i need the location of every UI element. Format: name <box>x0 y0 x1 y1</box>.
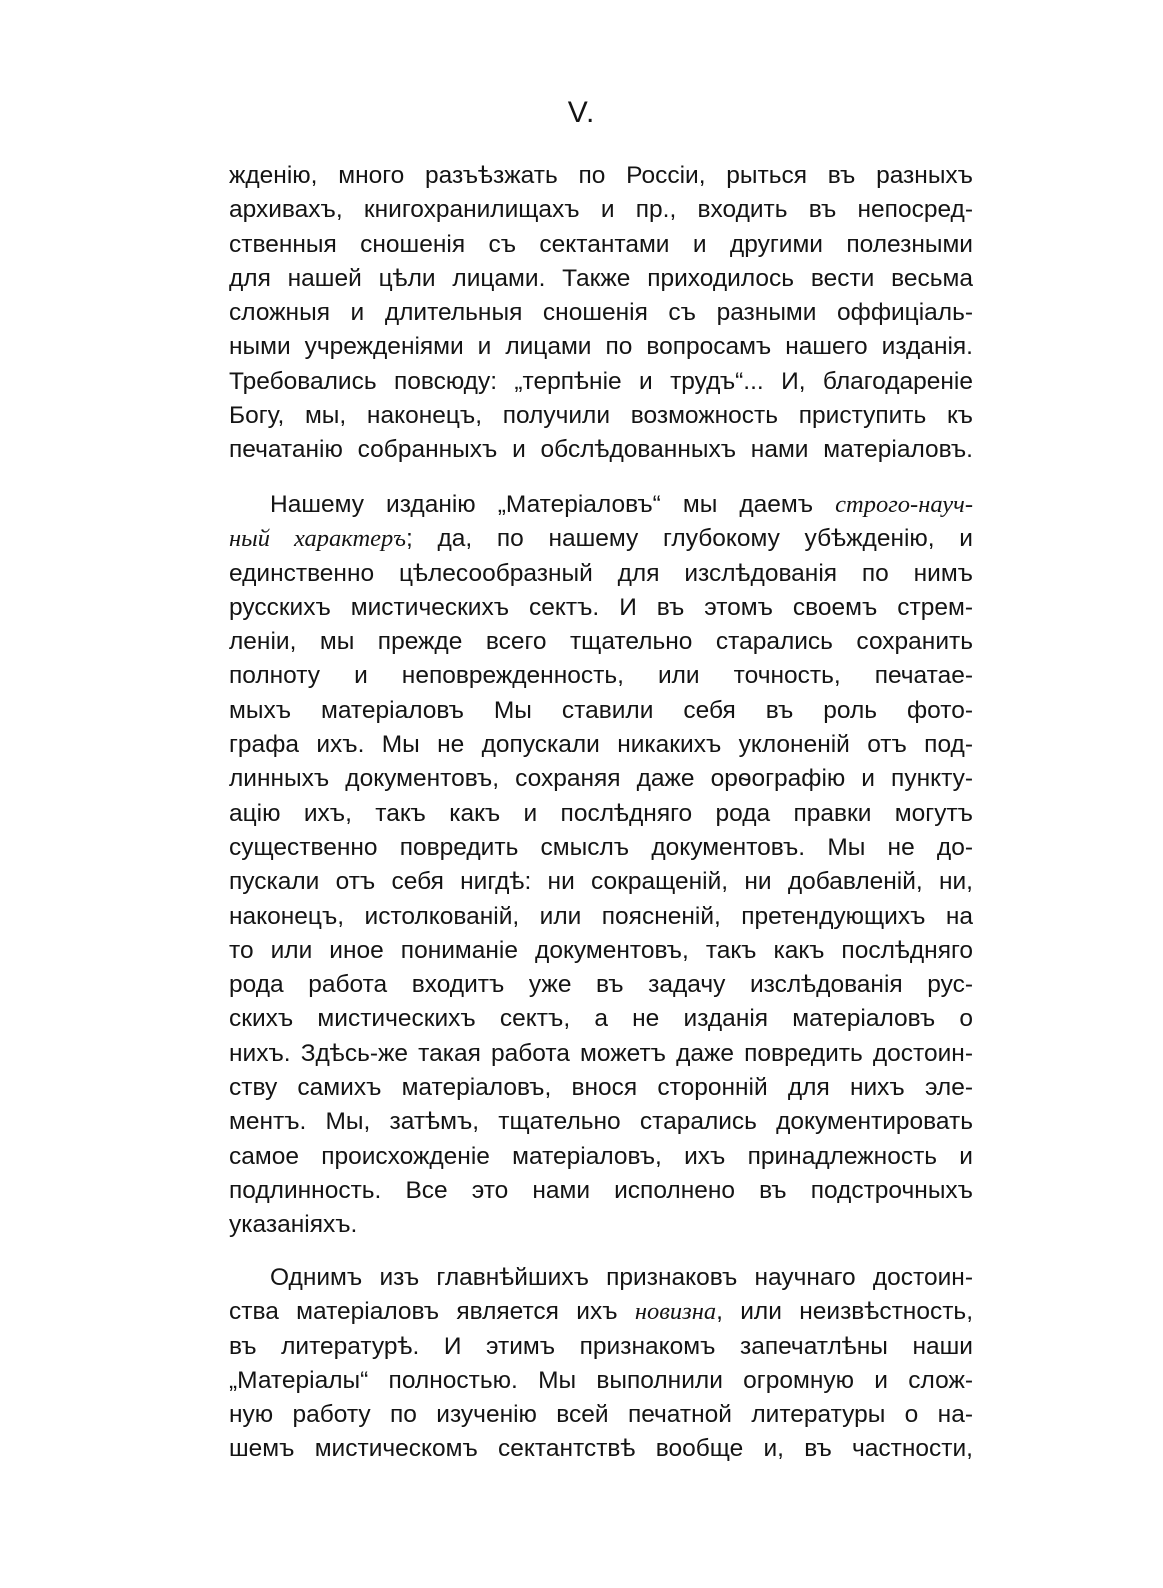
paragraph-2 <box>229 488 973 1243</box>
text-line: печатанію собранныхъ и обслѣдованныхъ нами матеріаловъ. <box>229 436 973 464</box>
text-line: наконецъ, истолкованій, или поясненій, претендующихъ на <box>229 902 973 930</box>
text-run: ства матеріаловъ является ихъ <box>229 1298 635 1326</box>
text-line: пускали отъ себя нигдѣ: ни сокращеній, ни добавленій, ни, <box>229 868 973 896</box>
text-line: для нашей цѣли лицами. Также приходилось вести весьма <box>229 264 973 292</box>
paragraph-1 <box>229 159 973 468</box>
text-line: скихъ мистическихъ сектъ, а не изданія матеріаловъ о <box>229 1005 973 1033</box>
text-line: шемъ мистическомъ сектантствѣ вообще и, въ частности, <box>229 1435 973 1463</box>
paragraph-3 <box>229 1261 973 1467</box>
text-line: въ литературѣ. И этимъ признакомъ запечатлѣны наши <box>229 1332 973 1360</box>
text-line: Богу, мы, наконецъ, получили возможность приступить къ <box>229 402 973 430</box>
text-line: единственно цѣлесообразный для изслѣдованія по нимъ <box>229 559 973 587</box>
text-line: жденію, много разъѣзжать по Россіи, рыться въ разныхъ <box>229 162 973 189</box>
text-line: ству самихъ матеріаловъ, внося сторонній для нихъ эле- <box>229 1074 973 1102</box>
text-line: русскихъ мистическихъ сектъ. И въ этомъ своемъ стрем- <box>229 593 973 621</box>
text-line: существенно повредить смыслъ документовъ. Мы не до- <box>229 833 973 861</box>
italic-emphasis: ный характеръ <box>229 525 406 553</box>
text-run: ; да, по нашему глубокому убѣжденію, и <box>405 525 973 553</box>
italic-emphasis: новизна <box>634 1298 717 1326</box>
text-run: Нашему изданію „Матеріаловъ“ мы даемъ <box>270 491 836 518</box>
text-line: нихъ. Здѣсь-же такая работа можетъ даже повредить достоин- <box>229 1039 973 1067</box>
text-line: ными учрежденіями и лицами по вопросамъ нашего изданія. <box>229 333 973 361</box>
text-line: сложныя и длительныя сношенія съ разными оффиціаль- <box>229 299 973 327</box>
text-line <box>229 1295 973 1329</box>
text-line: линныхъ документовъ, сохраняя даже орѳографію и пункту- <box>229 765 973 793</box>
page-number: V. <box>567 96 596 129</box>
text-line: рода работа входитъ уже въ задачу изслѣдованія рус- <box>229 971 973 999</box>
text-line: мыхъ матеріаловъ Мы ставили себя въ роль фото- <box>229 696 973 724</box>
text-line: архивахъ, книгохранилищахъ и пр., входить въ непосред- <box>229 196 973 224</box>
text-line: ацію ихъ, такъ какъ и послѣдняго рода правки могутъ <box>229 799 973 827</box>
italic-emphasis: строго-науч- <box>835 491 973 518</box>
text-line <box>229 488 973 522</box>
text-line: то или иное пониманіе документовъ, такъ какъ послѣдняго <box>229 936 973 964</box>
text-line: подлинность. Все это нами исполнено въ подстрочныхъ <box>229 1176 973 1204</box>
text-line: указаніяхъ. <box>229 1211 358 1239</box>
text-line: самое происхожденіе матеріаловъ, ихъ принадлежность и <box>229 1142 973 1170</box>
text-line: „Матеріалы“ полностью. Мы выполнили огромную и слож- <box>229 1366 973 1394</box>
text-line: Требовались повсюду: „терпѣніе и трудъ“... И, благодареніе <box>229 367 973 395</box>
text-line <box>229 522 973 556</box>
text-line: ную работу по изученію всей печатной литературы о на- <box>229 1401 973 1429</box>
text-line: Однимъ изъ главнѣйшихъ признаковъ научнаго достоин- <box>270 1264 973 1291</box>
text-line: леніи, мы прежде всего тщательно старались сохранить <box>229 628 973 656</box>
text-line: графа ихъ. Мы не допускали никакихъ уклоненій отъ под- <box>229 731 973 759</box>
text-line: ственныя сношенія съ сектантами и другими полезными <box>229 230 973 258</box>
text-line: ментъ. Мы, затѣмъ, тщательно старались документировать <box>229 1108 973 1136</box>
text-line: полноту и неповрежденность, или точность, печатае- <box>229 662 973 690</box>
text-run: , или неизвѣстность, <box>716 1298 973 1326</box>
